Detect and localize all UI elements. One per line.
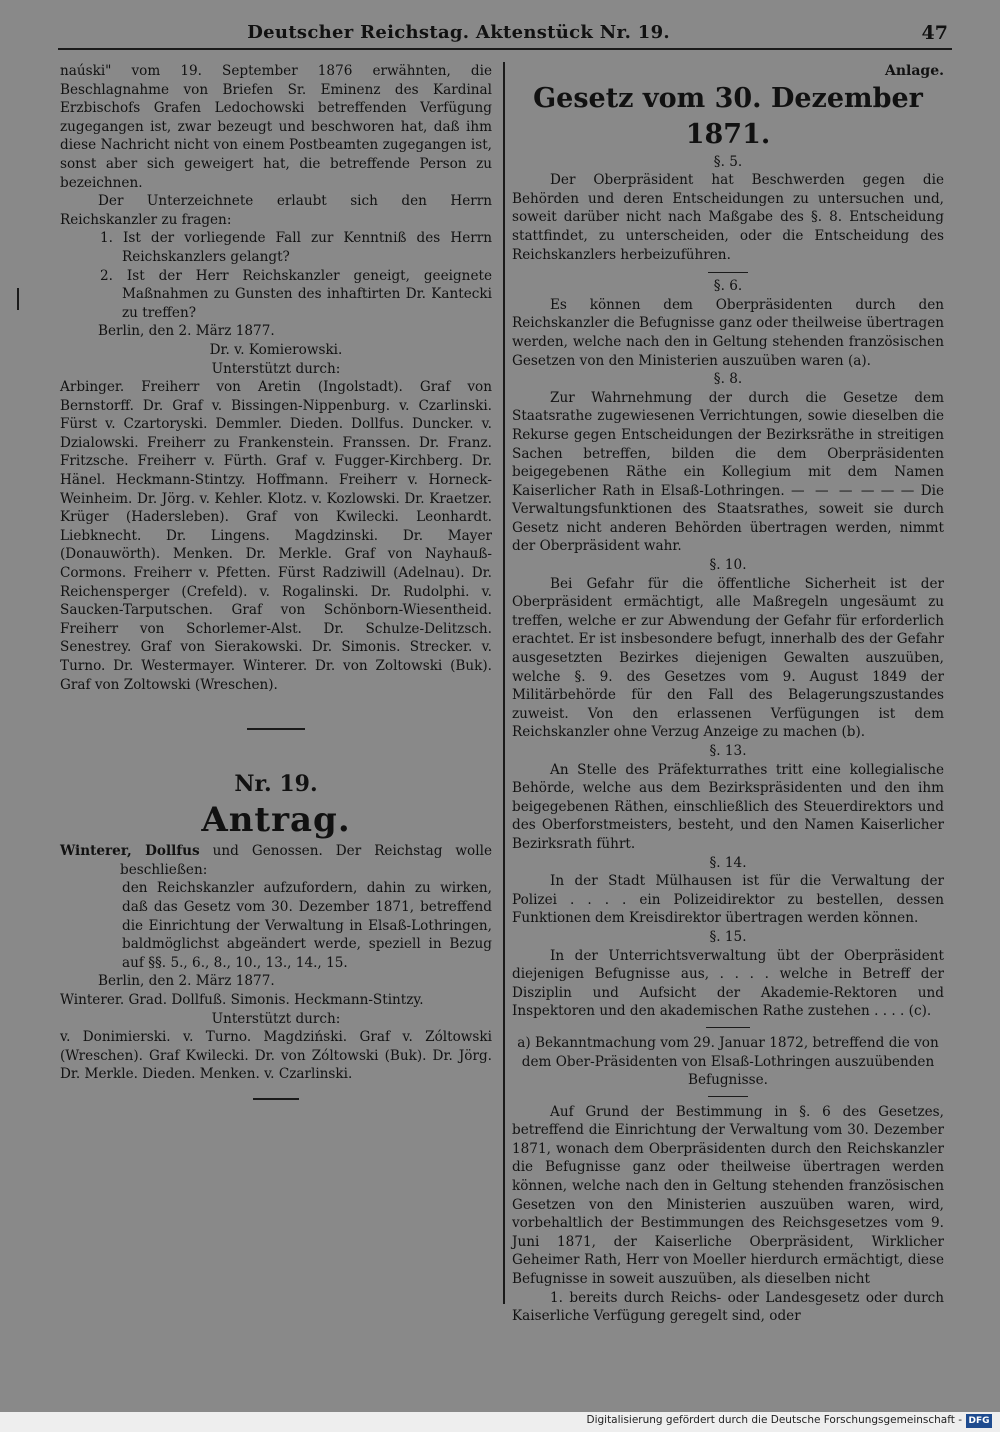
- section-14-heading: §. 14.: [709, 854, 747, 871]
- column-divider: [503, 62, 505, 1304]
- section-8-dashes: — — —: [791, 482, 855, 499]
- margin-mark: [17, 288, 19, 310]
- question-2: 2. Ist der Herr Reichskanzler geneigt, geeignete Maßnahmen zu Gunsten des inhaftirten Dr. Kantecki zu treffen?: [100, 267, 492, 321]
- header-rule: [58, 48, 952, 50]
- section-8-heading: §. 8.: [713, 371, 743, 388]
- antrag-heading: Antrag.: [201, 800, 351, 841]
- divider-rule-3: [708, 1096, 748, 1097]
- closing-rule: [253, 1098, 299, 1100]
- section-rule: [247, 728, 305, 730]
- appendix-label: Anlage.: [884, 63, 944, 79]
- subsection-a-text: Auf Grund der Bestimmung in §. 6 des Gesetzes, betreffend die Einrichtung der Verwaltung vom 30. Dezember 1871, wonach dem Oberpräsidenten durch den Reichskanzler die Befugnisse ganz oder theilweise übertragen werden können, welche nach den in Geltung stehenden französischen Gesetzen von den Ministerien auszuüben waren, wird, vorbehaltlich der Bestimmungen des Reichsgesetzes vom 9. Juni 1871, der Kaiserliche Oberpräsident, Wirklicher Geheimer Rath, Herr von Moeller hierdurch ermächtigt, diese Befugnisse in soweit auszuüben, als dieselben nicht: [512, 1103, 944, 1288]
- motion-date: Berlin, den 2. März 1877.: [98, 973, 275, 990]
- law-title: Gesetz vom 30. Dezember 1871.: [533, 82, 923, 150]
- supporters-heading: Unterstützt durch:: [211, 360, 341, 377]
- question-1: 1. Ist der vorliegende Fall zur Kenntniß des Herrn Reichskanzlers gelangt?: [100, 230, 492, 265]
- section-13-text: An Stelle des Präfekturrathes tritt eine kollegialische Behörde, welche aus dem Bezirkspräsidenten und den ihm beigegebenen Räthen, einschließlich des Steuerdirektors und des Oberforstmeisters, besteht, und den Namen Kaiserlicher Bezirksrath führt.: [512, 761, 944, 852]
- interpellation-signer: Dr. v. Komierowski.: [209, 341, 343, 358]
- left-column: [60, 62, 492, 1302]
- divider-rule: [708, 272, 748, 273]
- section-13-heading: §. 13.: [709, 743, 747, 759]
- motion-signers: Winterer. Grad. Dollfuß. Simonis. Heckmann-Stintzy.: [60, 991, 424, 1008]
- section-10-text: Bei Gefahr für die öffentliche Sicherheit ist der Oberpräsident ermächtigt, alle Maßregeln ungesäumt zu treffen, welche er zur Abwendung der Gefahr für erforderlich erachtet. Er ist insbesondere befugt, innerhalb des der Gefahr ausgesetzten Bezirkes diejenigen Gewalten auszuüben, welche §. 9. des Gesetzes vom 9. August 1849 der Militärbehörde für den Fall des Belagerungszustandes zuweist. Von den erlassenen Verfügungen ist dem Reichskanzler ohne Verzug Anzeige zu machen (b).: [512, 575, 944, 741]
- page-number: 47: [921, 22, 948, 44]
- divider-rule-2: [706, 1027, 750, 1028]
- interpellation-intro: naúski" vom 19. September 1876 erwähnten, die Beschlagnahme von Briefen Sr. Eminenz des Kardinal Erzbischofs Grafen Ledochowski betreffenden Verfügung zugegangen ist, zwar bezeugt und beschworen hat, daß ihm diese Nachricht nicht von einem Postbeamten zugegangen ist, sonst aber sich geweigert hat, die betreffende Person zu bezeichnen.: [60, 63, 492, 191]
- section-6-text: Es können dem Oberpräsidenten durch den Reichskanzler die Befugnisse ganz oder theilweise übertragen werden, welche nach den in Geltung stehenden französischen Gesetzen von den Ministerien auszuüben waren (a).: [512, 296, 944, 369]
- section-6-heading: §. 6.: [713, 278, 743, 295]
- supporters-list: Arbinger. Freiherr von Aretin (Ingolstadt). Graf von Bernstorff. Dr. Graf v. Bissingen-Nippenburg. v. Czarlinski. Fürst v. Czartoryski. Demmler. Dieden. Dollfus. Duncker. v. Dzialowski. Freiherr zu Frankenstein. Franssen. Dr. Franz. Fritzsche. Freiherr v. Fürth. Graf v. Fugger-Kirchberg. Dr. Hänel. Heckmann-Stintzy. Hoffmann. Freiherr v. Horneck-Weinheim. Dr. Jörg. v. Kehler. Klotz. v. Kozlowski. Dr. Kraetzer. Krüger (Hadersleben). Graf von Kwilecki. Leonhardt. Liebknecht. Dr. Lingens. Magdzinski. Dr. Mayer (Donauwörth). Menken. Dr. Merkle. Graf von Nayhauß-Cormons. Freiherr v. Pfetten. Fürst Radziwill (Adelnau). Dr. Reichensperger (Crefeld). v. Rogalinski. Dr. Rudolphi. v. Saucken-Tarputschen. Graf von Schönborn-Wiesentheid. Freiherr von Schorlemer-Alst. Dr. Schulze-Delitzsch. Senestrey. Graf von Sierakowski. Dr. Simonis. Strecker. v. Turno. Dr. Westermayer. Winterer. Dr. von Zoltowski (Buk). Graf von Zoltowski (Wreschen).: [60, 379, 492, 693]
- motion-supporters-heading: Unterstützt durch:: [211, 1010, 341, 1027]
- section-5-text: Der Oberpräsident hat Beschwerden gegen die Behörden und deren Entscheidungen zu untersuchen und, soweit darüber nicht nach Maßgabe des §. 8. Entscheidung stattfindet, zu unterscheiden, oder die Entscheidung des Reichskanzlers herbeizuführen.: [512, 172, 944, 263]
- section-15-heading: §. 15.: [709, 928, 747, 945]
- mover-names: Winterer, Dollfus: [60, 843, 200, 860]
- right-column: [512, 62, 944, 1325]
- running-title: Deutscher Reichstag. Aktenstück Nr. 19.: [247, 22, 670, 43]
- section-8-text: [512, 389, 944, 556]
- interpellation-date: Berlin, den 2. März 1877.: [98, 323, 275, 340]
- section-14-text: In der Stadt Mülhausen ist für die Verwaltung der Polizei . . . . ein Polizeidirektor zu bestellen, dessen Funktionen dem Kreisdirektor übertragen werden können.: [512, 873, 944, 927]
- dfg-logo: DFG: [966, 1414, 992, 1428]
- section-8-text-main: Zur Wahrnehmung der durch die Gesetze dem Staatsrathe zugewiesenen Verrichtungen, sowie dieselben die Rekurse gegen Entscheidungen der Bezirksräthe in streitigen Sachen betreffen, bilden die dem Oberpräsidenten beigegebenen Räthe ein Kollegium mit dem Namen Kaiserlicher Rath in Elsaß-Lothringen.: [512, 389, 944, 499]
- document-number-heading: Nr. 19.: [234, 771, 318, 798]
- digitization-credit: Digitalisierung gefördert durch die Deutsche Forschungsgemeinschaft -: [586, 1414, 962, 1426]
- motion-supporters-list: v. Donimierski. v. Turno. Magdziński. Graf v. Zóltowski (Wreschen). Graf Kwilecki. Dr. von Zóltowski (Buk). Dr. Jörg. Dr. Merkle. Dieden. Menken. v. Czarlinski.: [60, 1029, 492, 1083]
- section-5-heading: §. 5.: [713, 153, 743, 170]
- section-10-heading: §. 10.: [709, 557, 747, 574]
- subsection-a-item-1: 1. bereits durch Reichs- oder Landesgesetz oder durch Kaiserliche Verfügung geregelt sind, oder: [512, 1289, 944, 1325]
- section-15-text: In der Unterrichtsverwaltung übt der Oberpräsident diejenigen Befugnisse aus, . . . . welche in Betreff der Disziplin und Aufsicht der Akademie-Rektoren und Inspektoren und den akademischen Rathe zustehen . . . . (c).: [512, 947, 944, 1020]
- interpellation-question-lead: Der Unterzeichnete erlaubt sich den Herrn Reichskanzler zu fragen:: [60, 193, 492, 228]
- subsection-a-title: a) Bekanntmachung vom 29. Januar 1872, betreffend die von dem Ober-Präsidenten von Elsaß-Lothringen auszuübenden Befugnisse.: [517, 1034, 939, 1089]
- motion-text: den Reichskanzler aufzufordern, dahin zu wirken, daß das Gesetz vom 30. Dezember 1871, betreffend die Einrichtung der Verwaltung in Elsaß-Lothringen, baldmöglichst abgeändert werde, speziell in Bezug auf §§. 5., 6., 8., 10., 13., 14., 15.: [122, 880, 492, 971]
- motion-movers: [60, 842, 492, 879]
- page-header: [0, 18, 1000, 48]
- section-8-text-rest: — — — Die Verwaltungsfunktionen des Staatsrathes, soweit sie durch Gesetz nicht anderen Behörden übertragen werden, nimmt der Oberpräsident wahr.: [512, 482, 944, 555]
- mover-rest: und Genossen. Der Reichstag wolle beschließen:: [120, 843, 492, 878]
